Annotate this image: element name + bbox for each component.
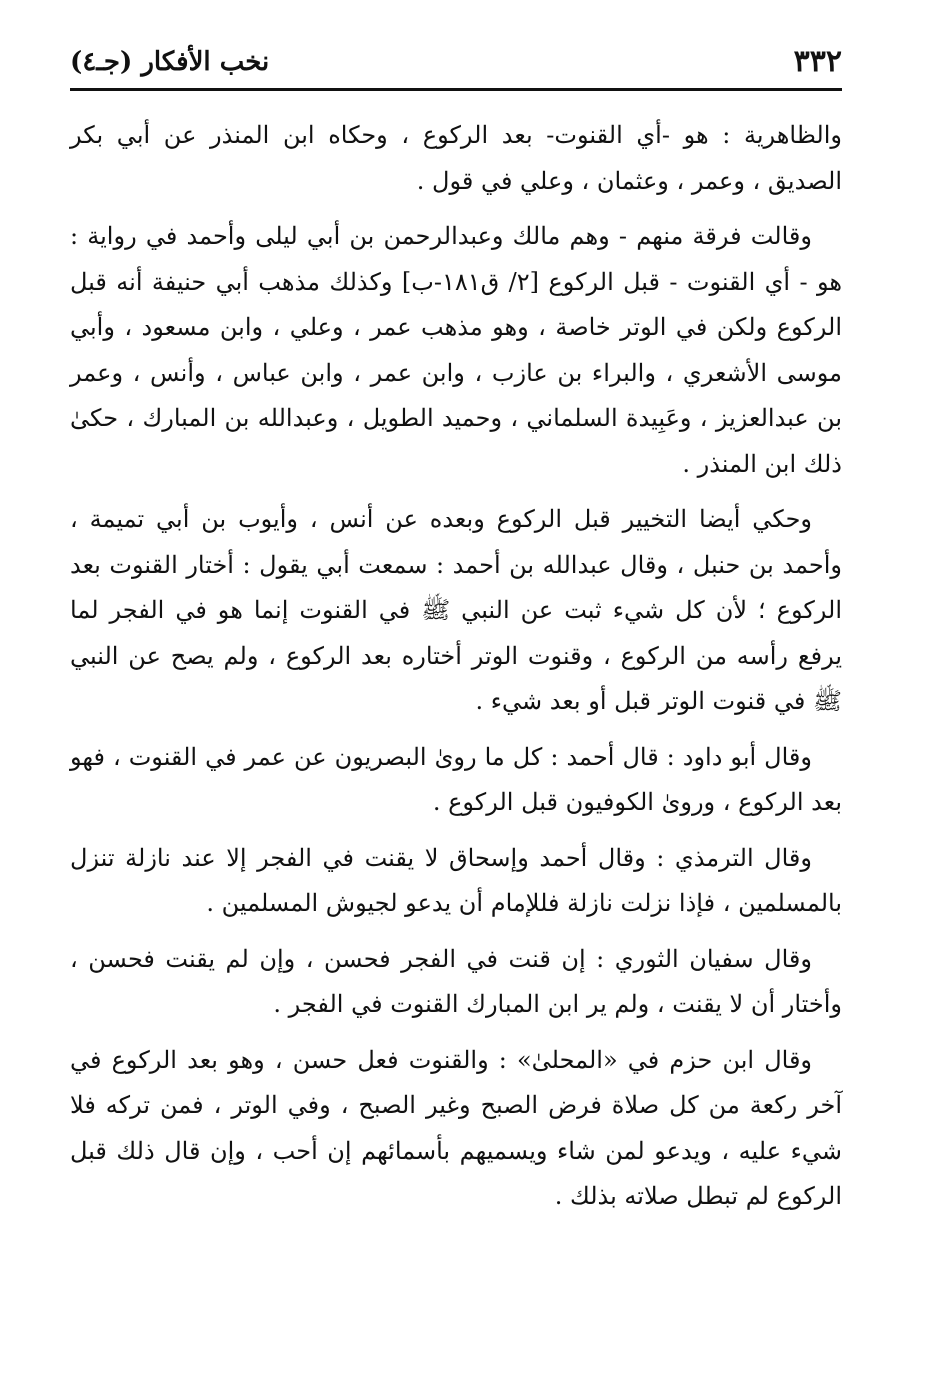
paragraph-7: وقال ابن حزم في «المحلىٰ» : والقنوت فعل حسن ، وهو بعد الركوع في آخر ركعة من كل صلاة فرض الصبح وغير الصبح ، وفي الوتر ، فمن تركه فلا شيء عليه ، ويدعو لمن شاء ويسميهم بأسمائهم إن أحب ، وإن قال ذلك قبل الركوع لم تبطل صلاته بذلك . [70, 1045, 842, 1210]
page-number: ٣٣٢ [793, 44, 842, 79]
paragraph-4: وقال أبو داود : قال أحمد : كل ما روىٰ البصريون عن عمر في القنوت ، فهو بعد الركوع ، وروىٰ الكوفيون قبل الركوع . [70, 742, 842, 816]
paragraph-2: وقالت فرقة منهم - وهم مالك وعبدالرحمن بن أبي ليلى وأحمد في رواية : هو - أي القنوت - قبل الركوع [٢/ ق١٨١-ب] وكذلك مذهب أبي حنيفة أنه قبل الركوع ولكن في الوتر خاصة ، وهو مذهب عمر ، وعلي ، وابن مسعود ، وأبي موسى الأشعري ، والبراء بن عازب ، وابن عمر ، وابن عباس ، وأنس ، وعمر بن عبدالعزيز ، وعَبِيدة السلماني ، وحميد الطويل ، وعبدالله بن المبارك ، حكىٰ ذلك ابن المنذر . [70, 222, 843, 478]
paragraph-3: وحكي أيضا التخيير قبل الركوع وبعده عن أنس ، وأيوب بن أبي تميمة ، وأحمد بن حنبل ، وقال عبدالله بن أحمد : سمعت أبي يقول : أختار القنوت بعد الركوع ؛ لأن كل شيء ثبت عن النبي ﷺ في القنوت إنما هو في الفجر لما يرفع رأسه من الركوع ، وقنوت الوتر أختاره بعد الركوع ، ولم يصح عن النبي ﷺ في قنوت الوتر قبل أو بعد شيء . [70, 505, 842, 715]
body-text [70, 113, 842, 1220]
book-page [70, 38, 842, 1230]
paragraph-1: والظاهرية : هو -أي القنوت- بعد الركوع ، وحكاه ابن المنذر عن أبي بكر الصديق ، وعمر ، وعثمان ، وعلي في قول . [70, 121, 842, 195]
page-header [70, 38, 842, 91]
paragraph-6: وقال سفيان الثوري : إن قنت في الفجر فحسن ، وإن لم يقنت فحسن ، وأختار أن لا يقنت ، ولم ير ابن المبارك القنوت في الفجر . [70, 944, 842, 1018]
running-title: نخب الأفكار (جـ٤) [70, 47, 270, 77]
paragraph-5: وقال الترمذي : وقال أحمد وإسحاق لا يقنت في الفجر إلا عند نازلة تنزل بالمسلمين ، فإذا نزلت نازلة فللإمام أن يدعو لجيوش المسلمين . [70, 843, 842, 917]
